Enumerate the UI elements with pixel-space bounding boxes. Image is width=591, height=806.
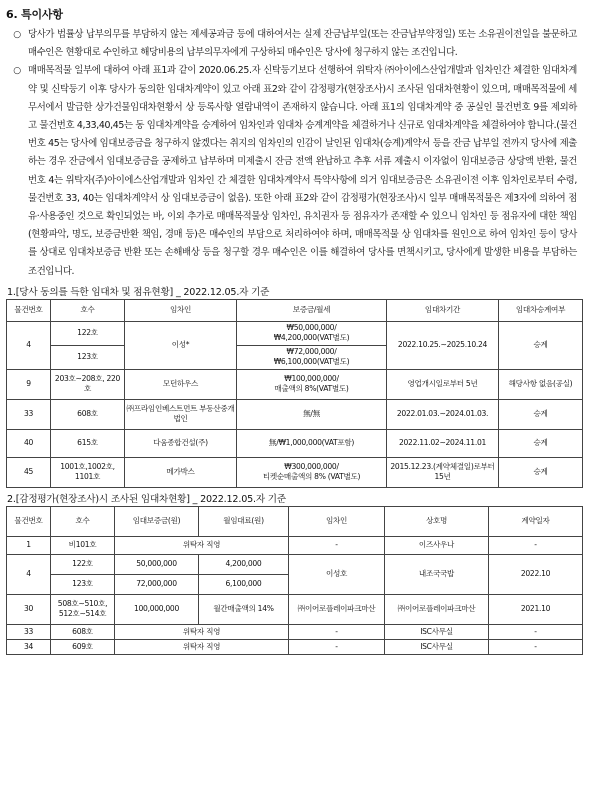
table-row [7,429,583,457]
unit-cell: 203호~208호, 220호 [51,369,125,399]
succession-cell: 해당사항 없음(공실) [499,369,583,399]
rent-cell: 4,200,000 [199,554,289,574]
merged-cell: 위탁자 직영 [115,639,289,654]
table-row [7,321,583,345]
unit-cell: 122호 [51,321,125,345]
rent-value: 매출액의 8%(VAT별도) [274,384,349,394]
shop-name-cell: ㈜이어로플레이파크마산 [385,594,489,624]
tenant-cell: 다움종합건설(주) [125,429,237,457]
period-cell: 2022.10.25.~2025.10.24 [387,321,499,369]
unit-cell: 123호 [51,345,125,369]
unit-cell: 508호~510호, 512호~514호 [51,594,115,624]
deposit-rent-cell: 無/₩1,000,000(VAT포함) [237,429,387,457]
item-number: 45 [7,457,51,487]
header-cell: 호수 [51,299,125,321]
item-number: 30 [7,594,51,624]
header-cell: 임차인 [125,299,237,321]
unit-cell: 615호 [51,429,125,457]
item-number: 33 [7,624,51,639]
table-row [7,594,583,624]
notice-item-1 [6,26,583,62]
table-row [7,536,583,554]
deposit-value: ₩50,000,000/ [286,322,337,332]
header-cell: 계약일자 [489,506,583,536]
notice-item-2 [6,62,583,280]
unit-cell: 1001호,1002호, 1101호 [51,457,125,487]
item-number: 4 [7,554,51,594]
tenant-cell: - [289,639,385,654]
table2-caption: 2.[감정평가(현장조사)시 조사된 임대차현황] _ 2022.12.05.자 기준 [7,493,286,505]
header-cell: 임대차기간 [387,299,499,321]
table-row [7,624,583,639]
deposit-value: ₩72,000,000/ [286,346,337,356]
header-cell: 상호명 [385,506,489,536]
succession-cell: 승계 [499,399,583,429]
period-cell: 2022.01.03.~2024.01.03. [387,399,499,429]
table1-caption: 1.[당사 동의를 득한 임대차 및 점유현황] _ 2022.12.05.자 기준 [7,286,270,298]
succession-cell: 승계 [499,457,583,487]
deposit-rent-cell [237,369,387,399]
rent-cell: 6,100,000 [199,574,289,594]
unit-cell: 608호 [51,399,125,429]
rent-cell: 월간매출액의 14% [199,594,289,624]
unit-cell: 609호 [51,639,115,654]
shop-name-cell: 내조국국밥 [385,554,489,594]
table-row [7,457,583,487]
merged-cell: 위탁자 직영 [115,536,289,554]
deposit-cell: 50,000,000 [115,554,199,574]
table-row [7,369,583,399]
rent-value: ₩6,100,000(VAT별도) [273,357,350,367]
contract-date-cell: - [489,624,583,639]
succession-cell: 승계 [499,321,583,369]
header-cell: 보증금/월세 [237,299,387,321]
succession-cell: 승계 [499,429,583,457]
contract-date-cell: 2021.10 [489,594,583,624]
unit-cell: 비101호 [51,536,115,554]
item-number: 1 [7,536,51,554]
tenant-cell: 이성* [125,321,237,369]
deposit-cell: 72,000,000 [115,574,199,594]
shop-name-cell: 이즈사우나 [385,536,489,554]
rent-value: ₩4,200,000(VAT별도) [273,333,350,343]
notice-text-2: 매매목적물 일부에 대하여 아래 표1과 같이 2020.06.25.자 신탁등기보다 선행하여 위탁자 ㈜아이에스산업개발과 임차인간 체결한 임대차계약 및 신탁등기 이후 당사가 동의한 임대차계약이 있고 아래 표2와 같이 감정평가(현장조사)시 조사된 임대차현황이 있으며, 매매목적물에 세무서에서 발급한 상가건물임대차현황서 상 등록사항 열람내역이 존재하지 않습니다. 아래 표1의 임대차계약 중 공실인 물건번호 9를 제외하고 물건번호 4,33,40,45는 동 임대차계약을 승계하여 임차인과 임대차 승계계약을 체결하거나 신규로 임대차계약을 체결하여야 합니다.(물건번호 45는 당사에 임대보증금을 청구하지 않겠다는 취지의 임차인의 인감이 날인된 임대차(승계)계약서 등을 잔금 납부일 전까지 당사에 제출하는 경우 잔금에서 임대보증금을 공제하고 납부하며 미제출시 잔금 전액 완납하고 추후 서류 제출시 이자없이 임대보증금 상당액 반환, 물건번호 4는 위탁자(주)아이에스산업개발과 임차인 간 체결한 임대차계약서 특약사항에 의거 임대보증금은 소유권이전 이후 임차인로부터 수령, 물건번호 33, 40는 임대차계약서 상 임대보증금이 없음). 또한 아래 표2와 같이 감정평가(현장조사)시 일부 매매목적물은 제3자에 의하여 점유·사용중인 것으로 확인되었는 바, 이외 추가로 매매목적물상 임차인, 유치권자 등 점유자가 존재할 수 있으니 임차인 등 점유자에 대한 책임(현황파악, 명도, 보증금반환 책임, 경매 등)은 매수인의 부담으로 처리하여야 하며, 매매목적물 상 임대차를 원인으로 하여 임차인 등이 당사를 상대로 임대차보증금 반환 또는 손해배상 등을 청구할 경우 매수인은 이를 해결하여 당사를 면책시키고, 당사에게 발생한 비용을 부담하는 조건입니다. [28,65,577,277]
deposit-cell: 100,000,000 [115,594,199,624]
deposit-value: ₩300,000,000/ [284,461,339,471]
tenant-cell: ㈜프라임인베스트먼트 부동산중개법인 [125,399,237,429]
circle-bullet-icon: ○ [13,30,21,40]
contract-date-cell: 2022.10 [489,554,583,594]
deposit-value: ₩100,000,000/ [284,373,339,383]
deposit-rent-cell [237,457,387,487]
tenant-cell: 메가박스 [125,457,237,487]
section-title: 6. 특이사항 [6,8,63,21]
item-number: 9 [7,369,51,399]
table-row [7,639,583,654]
tenant-cell: - [289,624,385,639]
item-number: 40 [7,429,51,457]
lease-table-1 [6,299,583,488]
item-number: 4 [7,321,51,369]
tenant-cell: 모던하우스 [125,369,237,399]
header-cell: 임대차승계여부 [499,299,583,321]
deposit-rent-cell [237,321,387,345]
shop-name-cell: ISC사무실 [385,639,489,654]
table-row [7,554,583,574]
item-number: 33 [7,399,51,429]
period-cell: 2022.11.02~2024.11.01 [387,429,499,457]
header-cell: 물건번호 [7,506,51,536]
merged-cell: 위탁자 직영 [115,624,289,639]
deposit-rent-cell: 無/無 [237,399,387,429]
notice-text-1: 당사가 법률상 납부의무를 부담하지 않는 제세공과금 등에 대하여서는 실제 잔금납부일(또는 잔금납부약정일) 또는 소유권이전일을 불문하고 매수인은 현황대로 수인하고 해당비용의 납부의무자에게 구상하되 매수인은 당사에 청구하지 않는 조건입니다. [28,29,577,59]
table-header-row [7,299,583,321]
item-number: 34 [7,639,51,654]
table-row [7,399,583,429]
header-cell: 호수 [51,506,115,536]
contract-date-cell: - [489,639,583,654]
header-cell: 임차인 [289,506,385,536]
contract-date-cell: - [489,536,583,554]
table-header-row [7,506,583,536]
header-cell: 월임대료(원) [199,506,289,536]
period-cell: 영업개시일로부터 5년 [387,369,499,399]
rent-value: 티켓순매출액의 8% (VAT별도) [262,472,361,482]
header-cell: 물건번호 [7,299,51,321]
shop-name-cell: ISC사무실 [385,624,489,639]
circle-bullet-icon: ○ [13,66,21,77]
tenant-cell: ㈜이어로플레이파크마산 [289,594,385,624]
unit-cell: 122호 [51,554,115,574]
deposit-rent-cell [237,345,387,369]
tenant-cell: - [289,536,385,554]
tenant-cell: 이성호 [289,554,385,594]
unit-cell: 608호 [51,624,115,639]
period-cell: 2015.12.23.(계약체결일)로부터 15년 [387,457,499,487]
lease-table-2 [6,506,583,655]
unit-cell: 123호 [51,574,115,594]
header-cell: 임대보증금(원) [115,506,199,536]
